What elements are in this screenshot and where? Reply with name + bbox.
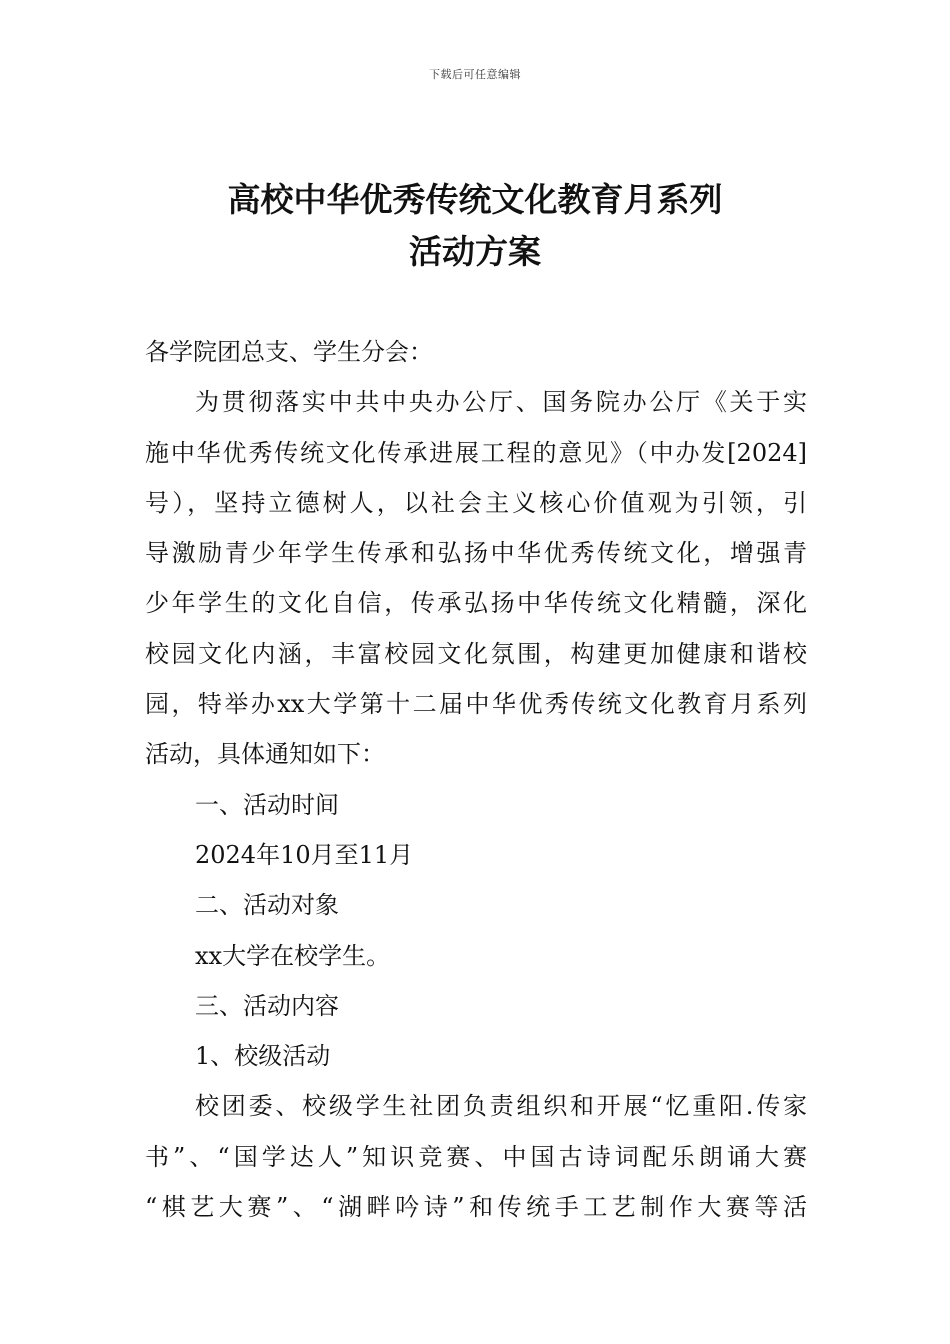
intro-line: 园，特举办xx大学第十二届中华优秀传统文化教育月系列: [145, 690, 807, 719]
intro-line: 号），坚持立德树人，以社会主义核心价值观为引领，引: [145, 488, 807, 517]
intro-line: 少年学生的文化自信，传承弘扬中华传统文化精髓，深化: [145, 589, 807, 618]
document-body: [145, 327, 807, 1232]
salutation: 各学院团总支、学生分会：: [145, 338, 433, 366]
intro-line: 活动，具体通知如下：: [145, 740, 385, 769]
section-text-time: 2024年10月至11月: [195, 840, 414, 869]
document-title: [0, 174, 950, 278]
intro-line: 导激励青少年学生传承和弘扬中华优秀传统文化，增强青: [145, 539, 807, 568]
section-text-target: xx大学在校学生。: [195, 941, 391, 970]
activity-line: “棋艺大赛”、“湖畔吟诗”和传统手工艺制作大赛等活: [145, 1193, 807, 1222]
title-line-2: 活动方案: [409, 232, 541, 271]
activity-line: 书”、“国学达人”知识竞赛、中国古诗词配乐朗诵大赛: [145, 1142, 807, 1171]
section-heading-time: 一、活动时间: [195, 790, 339, 819]
title-line-1: 高校中华优秀传统文化教育月系列: [227, 180, 723, 219]
school-activities-paragraph: [145, 1081, 807, 1232]
intro-paragraph: [145, 377, 807, 779]
page-header-note: 下载后可任意编辑: [429, 68, 521, 81]
section-heading-content: 三、活动内容: [195, 991, 339, 1020]
intro-line: 校园文化内涵，丰富校园文化氛围，构建更加健康和谐校: [145, 639, 807, 668]
intro-line: 施中华优秀传统文化传承进展工程的意见》（中办发[2024]: [145, 438, 807, 467]
section-heading-target: 二、活动对象: [195, 891, 339, 920]
activity-line: 校团委、校级学生社团负责组织和开展“忆重阳.传家: [195, 1092, 807, 1121]
intro-line: 为贯彻落实中共中央办公厅、国务院办公厅《关于实: [195, 388, 807, 417]
subsection-heading-school: 1、校级活动: [195, 1042, 331, 1071]
